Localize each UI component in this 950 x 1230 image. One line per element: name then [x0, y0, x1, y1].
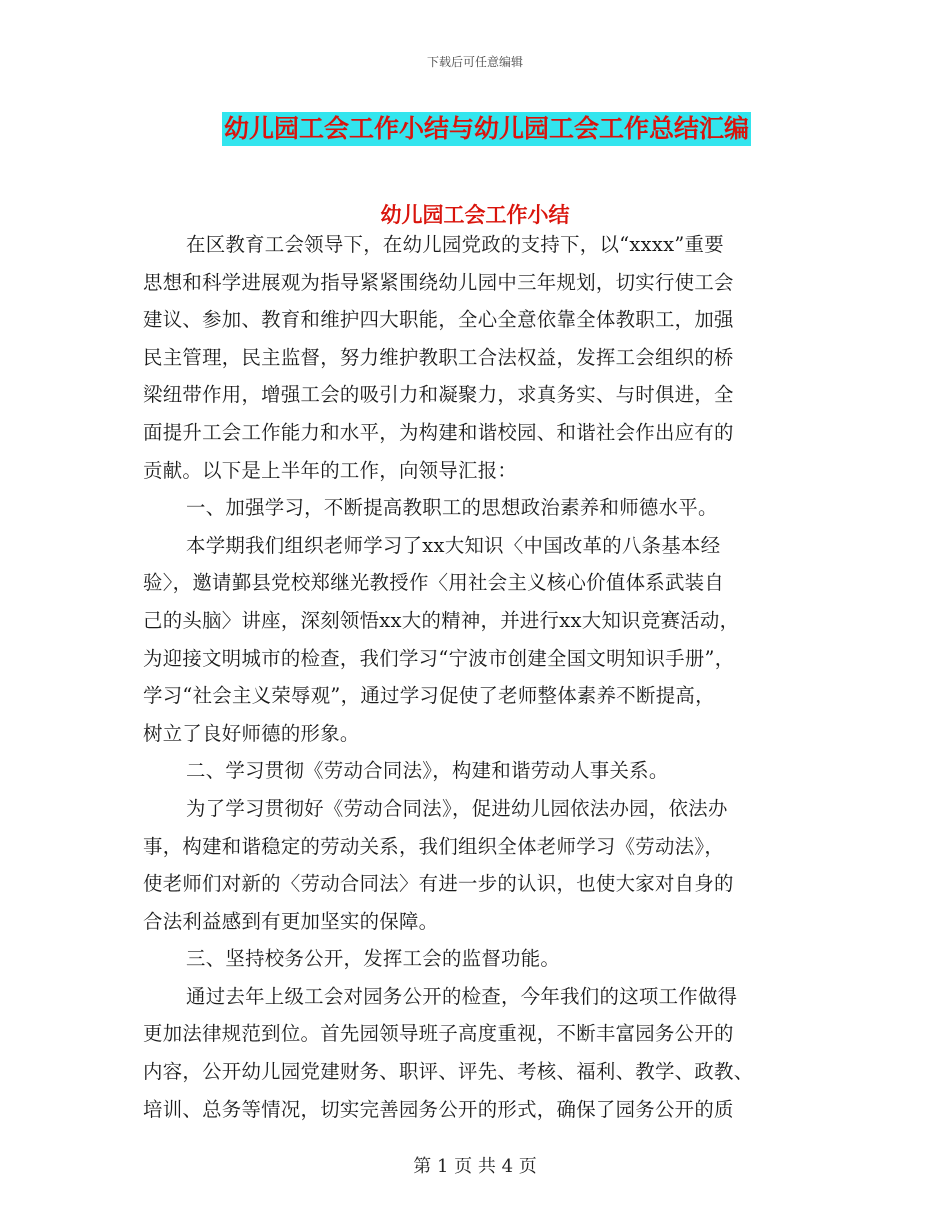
text-line: 思想和科学进展观为指导紧紧围绕幼儿园中三年规划，切实行使工会	[143, 270, 734, 294]
text-line: 为迎接文明城市的检查，我们学习“宁波市创建全国文明知识手册”，	[143, 646, 735, 670]
header-note: 下载后可任意编辑	[426, 55, 523, 69]
text-line: 内容，公开幼儿园党建财务、职评、评先、考核、福利、教学、政教、	[143, 1060, 754, 1084]
text-line: 三、坚持校务公开，发挥工会的监督功能。	[186, 947, 561, 971]
text-line: 合法利益感到有更加坚实的保障。	[143, 909, 439, 933]
main-title: 幼儿园工会工作小结与幼儿园工会工作总结汇编	[222, 112, 751, 146]
text-line: 二、学习贯彻《劳动合同法》，构建和谐劳动人事关系。	[186, 759, 669, 783]
text-line: 验〉，邀请鄞县党校郑继光教授作〈用社会主义核心价值体系武装自	[143, 571, 725, 595]
text-line: 建议、参加、教育和维护四大职能，全心全意依靠全体教职工，加强	[143, 308, 734, 332]
text-line: 己的头脑〉讲座，深刻领悟xx大的精神，并进行xx大知识竞赛活动，	[143, 608, 740, 632]
text-line: 事，构建和谐稳定的劳动关系，我们组织全体老师学习《劳动法》，	[143, 834, 725, 858]
text-line: 学习“社会主义荣辱观”，通过学习促使了老师整体素养不断提高，	[143, 684, 715, 708]
text-line: 通过去年上级工会对园务公开的检查，今年我们的这项工作做得	[186, 984, 738, 1008]
text-line: 贡献。以下是上半年的工作，向领导汇报：	[143, 458, 518, 482]
body-text	[143, 226, 807, 1128]
text-line: 本学期我们组织老师学习了xx大知识〈中国改革的八条基本经	[186, 533, 721, 557]
text-line: 一、加强学习，不断提高教职工的思想政治素养和师德水平。	[186, 496, 718, 520]
page-footer: 第 1 页 共 4 页	[413, 1156, 537, 1177]
text-line: 梁纽带作用，增强工会的吸引力和凝聚力，求真务实、与时俱进，全	[143, 383, 734, 407]
section-title: 幼儿园工会工作小结	[380, 202, 570, 227]
text-line: 培训、总务等情况，切实完善园务公开的形式，确保了园务公开的质	[143, 1097, 734, 1121]
text-line: 在区教育工会领导下，在幼儿园党政的支持下，以“xxxx”重要	[186, 233, 724, 256]
text-line: 使老师们对新的〈劳动合同法〉有进一步的认识，也使大家对自身的	[143, 872, 734, 896]
text-line: 面提升工会工作能力和水平，为构建和谐校园、和谐社会作出应有的	[143, 420, 734, 444]
text-line: 树立了良好师德的形象。	[143, 721, 360, 745]
text-line: 为了学习贯彻好《劳动合同法》，促进幼儿园依法办园，依法办	[186, 796, 728, 820]
text-line: 更加法律规范到位。首先园领导班子高度重视，不断丰富园务公开的	[143, 1022, 734, 1046]
text-line: 民主管理，民主监督，努力维护教职工合法权益，发挥工会组织的桥	[143, 345, 734, 369]
